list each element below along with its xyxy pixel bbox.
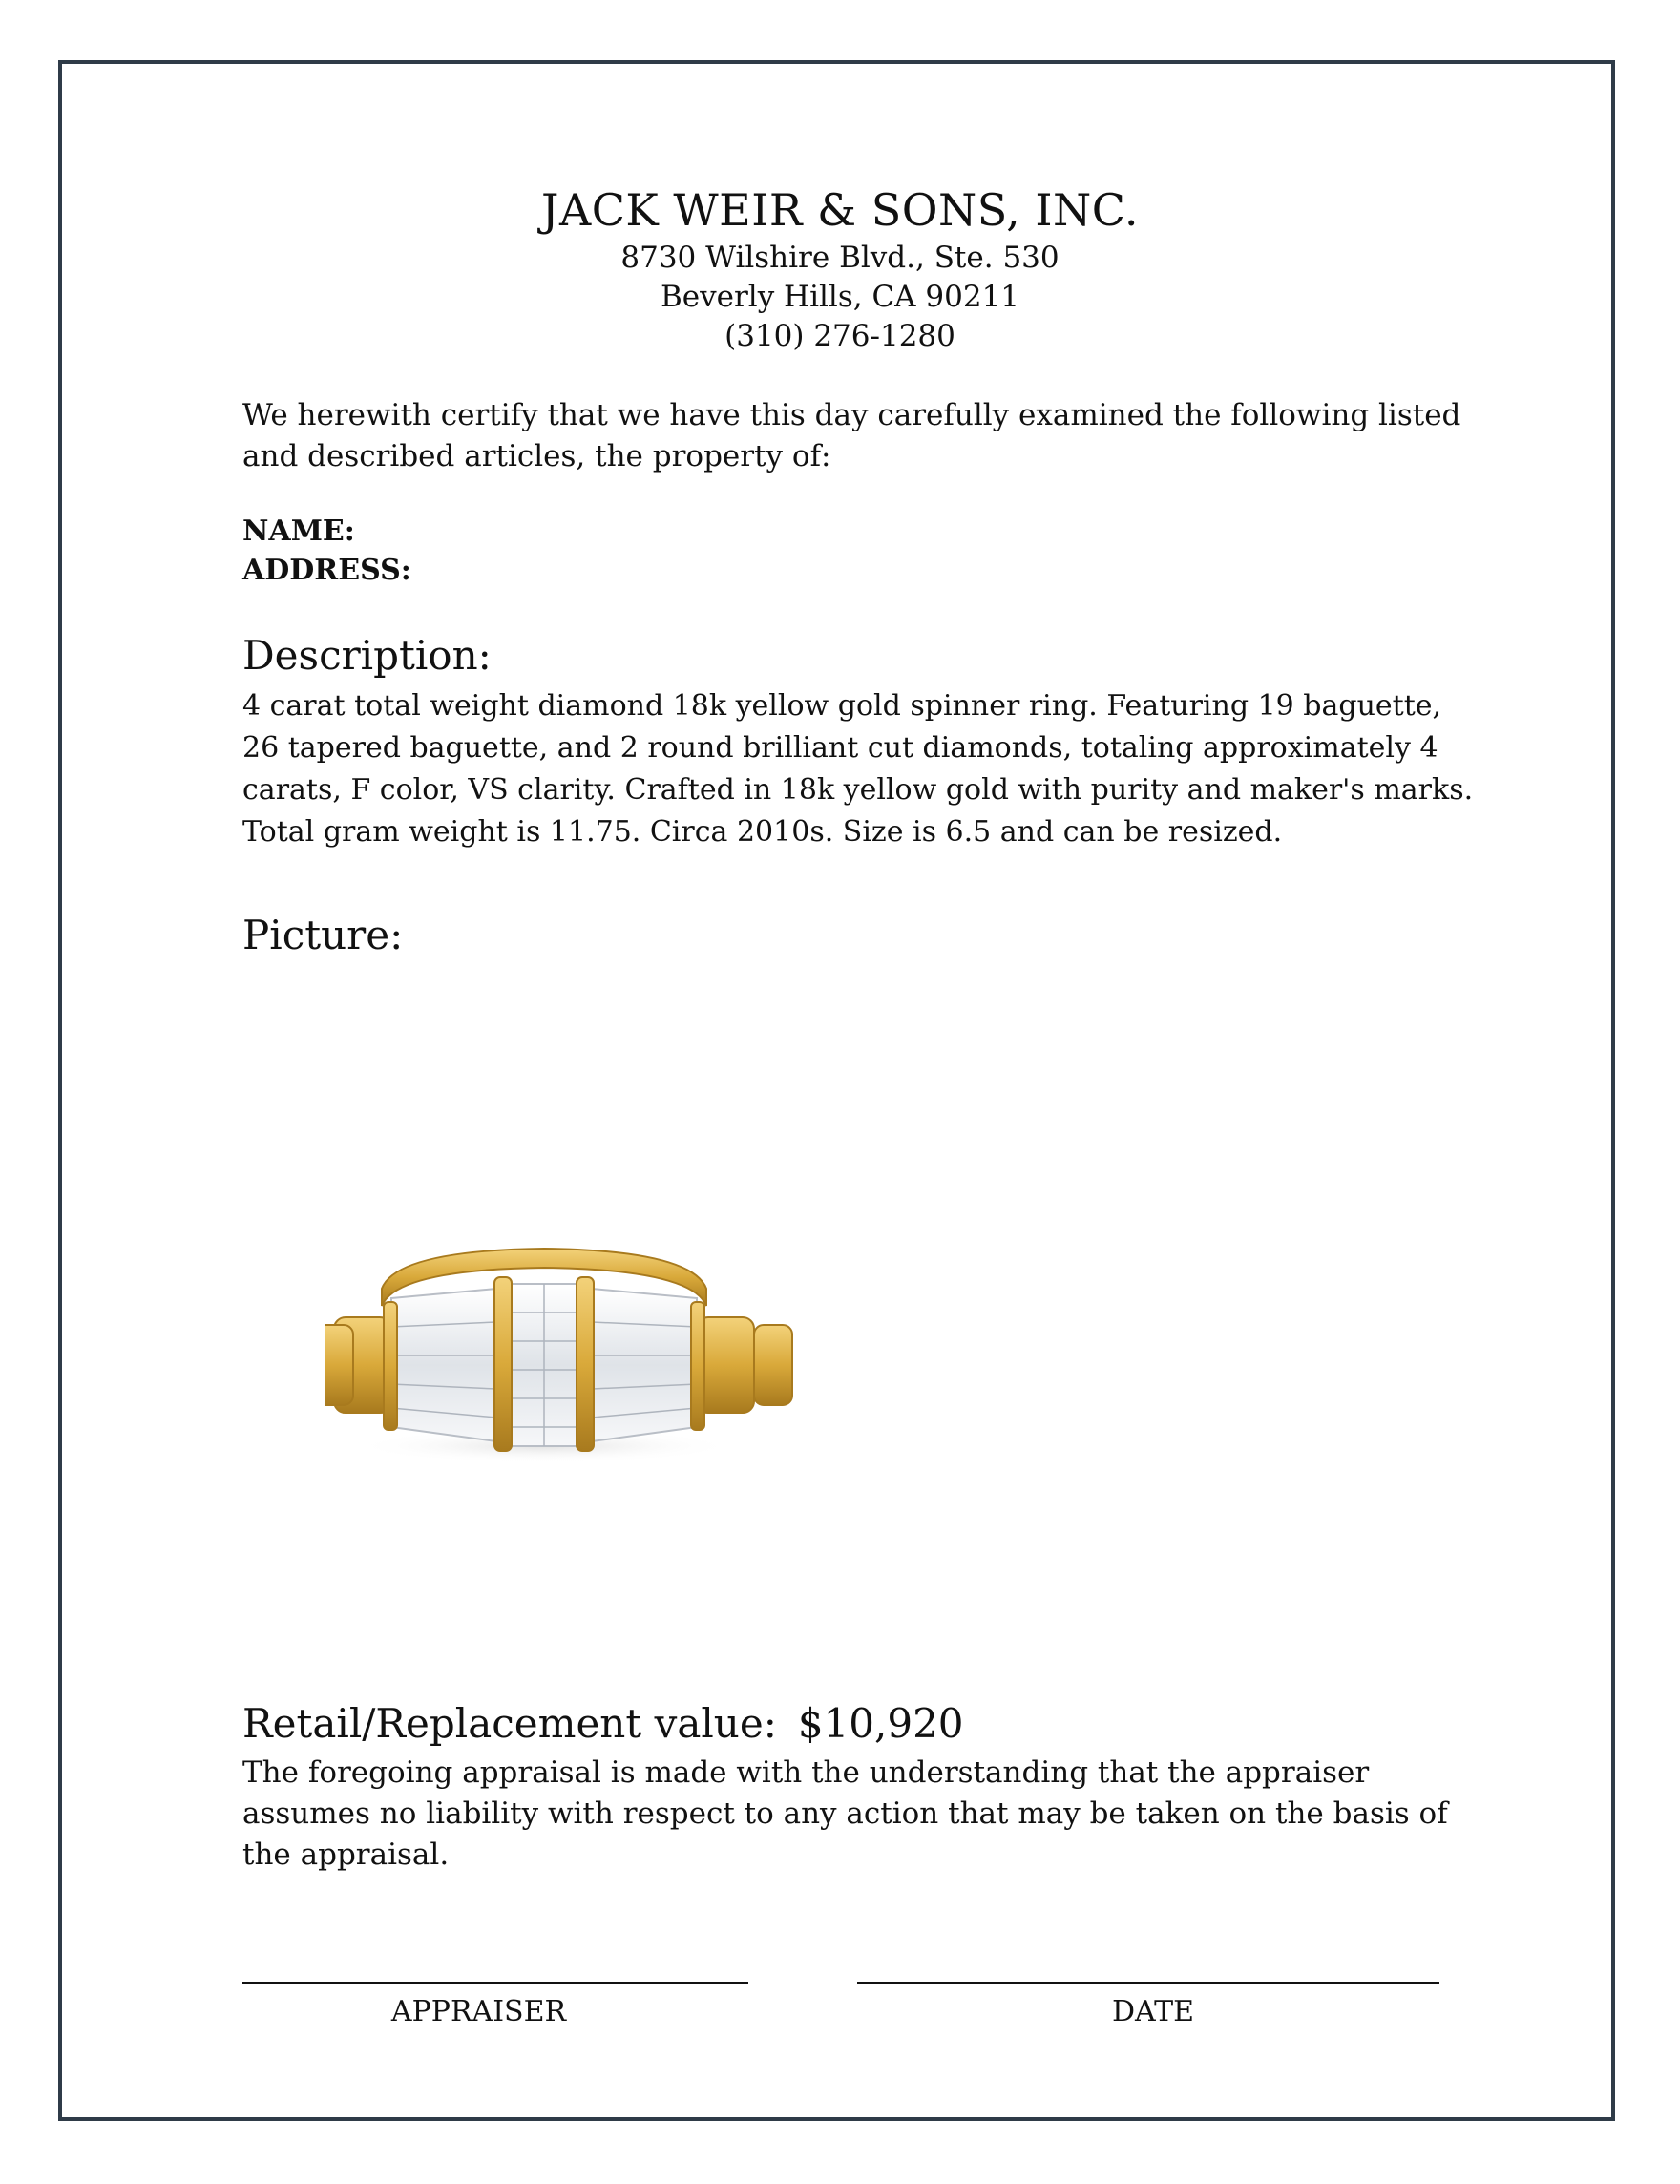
company-phone: (310) 276-1280 xyxy=(724,319,956,353)
picture-title: Picture: xyxy=(242,912,404,958)
company-address-line2: Beverly Hills, CA 90211 xyxy=(660,280,1020,314)
company-address-line1: 8730 Wilshire Blvd., Ste. 530 xyxy=(620,241,1060,275)
date-signature-line[interactable] xyxy=(857,1982,1439,1984)
date-label: DATE xyxy=(1112,1995,1194,2028)
company-name: JACK WEIR & SONS, INC. xyxy=(541,184,1139,236)
certification-text: We herewith certify that we have this day carefully examined the following listed and described articles, the property of: xyxy=(242,398,1461,473)
owner-name-label: NAME: xyxy=(242,514,355,548)
disclaimer-text: The foregoing appraisal is made with the understanding that the appraiser assumes no liability with respect to any action that may be taken on the basis of the appraisal. xyxy=(242,1755,1448,1872)
owner-address-label: ADDRESS: xyxy=(242,554,411,587)
valuation-row xyxy=(242,1697,1483,1751)
ring-photo xyxy=(325,1231,821,1480)
valuation-label: Retail/Replacement value: xyxy=(242,1700,777,1747)
description-text: 4 carat total weight diamond 18k yellow gold spinner ring. Featuring 19 baguette, 26 tapered baguette, and 2 round brilliant cut diamonds, totaling approximately 4 carats, F color, VS clarity. Crafted in 18k yellow gold with purity and maker's marks. Total gram weight is 11.75. Circa 2010s. Size is 6.5 and can be resized. xyxy=(242,689,1474,849)
appraiser-label: APPRAISER xyxy=(390,1995,567,2028)
valuation-amount: $10,920 xyxy=(797,1700,964,1747)
appraiser-signature-line[interactable] xyxy=(242,1982,748,1984)
letterhead xyxy=(0,181,1680,356)
description-title: Description: xyxy=(242,632,492,679)
owner-block xyxy=(242,512,1483,590)
